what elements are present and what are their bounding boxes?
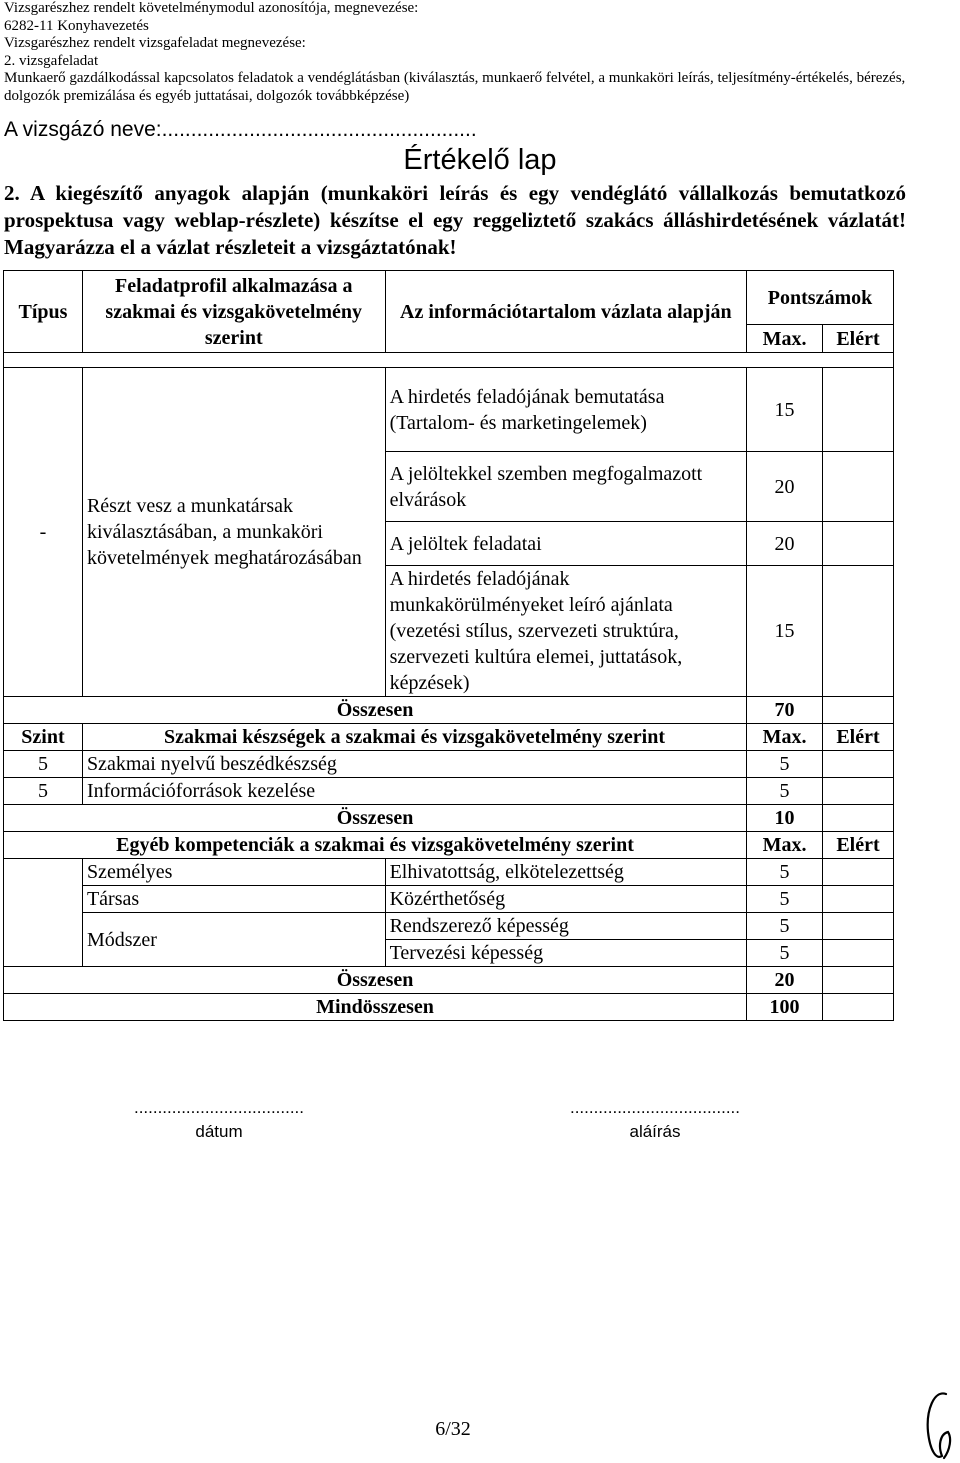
subtotal-got-1 <box>823 697 894 724</box>
grand-total-got <box>823 994 894 1021</box>
max-row-2: 20 <box>747 452 823 522</box>
subtotal-value-1: 70 <box>747 697 823 724</box>
skills-header-got: Elért <box>823 724 894 751</box>
header-max: Max. <box>747 325 823 353</box>
other-category-1: Személyes <box>82 859 385 886</box>
type-value: - <box>4 368 83 697</box>
other-got-2 <box>823 886 894 913</box>
task-text-2: Magyarázza el a vázlat részleteit a vizsgáztatónak! <box>4 235 457 259</box>
got-row-4 <box>823 566 894 697</box>
handwritten-mark-icon <box>920 1388 956 1463</box>
header-line: dolgozók premizálása és egyéb juttatásai, dolgozók továbbképzése) <box>4 87 410 104</box>
header-type: Típus <box>4 271 83 353</box>
got-row-1 <box>823 368 894 452</box>
skill-got-2 <box>823 778 894 805</box>
other-max-1: 5 <box>747 859 823 886</box>
skill-level-1: 5 <box>4 751 83 778</box>
examinee-name-label: A vizsgázó neve:...................................................... <box>4 118 477 141</box>
header-line: 2. vizsgafeladat <box>4 52 99 69</box>
content-row-4: A hirdetés feladójának munkakörülményeket leíró ajánlata (vezetési stílus, szervezeti struktúra, szervezeti kultúra elemei, juttatások, képzések) <box>385 566 747 697</box>
skill-got-1 <box>823 751 894 778</box>
got-row-2 <box>823 452 894 522</box>
page-title: Értékelő lap <box>403 144 557 176</box>
other-name-1: Elhivatottság, elkötelezettség <box>385 859 747 886</box>
other-header-got: Elért <box>823 832 894 859</box>
header-profile: Feladatprofil alkalmazása a szakmai és vizsgakövetelmény szerint <box>82 271 385 353</box>
other-got-4 <box>823 940 894 967</box>
skill-name-1: Szakmai nyelvű beszédkészség <box>82 751 746 778</box>
evaluation-table <box>3 270 894 1021</box>
other-got-3 <box>823 913 894 940</box>
task-description <box>4 180 906 261</box>
subtotal-label-3: Összesen <box>4 967 747 994</box>
page-number: 6/32 <box>435 1418 471 1440</box>
date-dots: .................................... <box>133 1098 305 1117</box>
header-content: Az információtartalom vázlata alapján <box>385 271 747 353</box>
other-header-max: Max. <box>747 832 823 859</box>
subtotal-got-3 <box>823 967 894 994</box>
content-row-2: A jelöltekkel szemben megfogalmazott elvárások <box>385 452 747 522</box>
sign-dots: .................................... <box>569 1098 741 1117</box>
header-line: Vizsgarészhez rendelt követelménymodul azonosítója, megnevezése: <box>4 0 419 16</box>
other-max-4: 5 <box>747 940 823 967</box>
max-row-1: 15 <box>747 368 823 452</box>
sign-signature-block <box>520 1096 790 1144</box>
other-name-4: Tervezési képesség <box>385 940 747 967</box>
got-row-3 <box>823 522 894 566</box>
header-line: 6282-11 Konyhavezetés <box>4 17 149 34</box>
max-row-3: 20 <box>747 522 823 566</box>
subtotal-value-2: 10 <box>747 805 823 832</box>
other-got-1 <box>823 859 894 886</box>
date-label: dátum <box>195 1122 243 1141</box>
grand-total-value: 100 <box>747 994 823 1021</box>
date-signature-block <box>84 1096 354 1144</box>
other-max-3: 5 <box>747 913 823 940</box>
subtotal-label-2: Összesen <box>4 805 747 832</box>
content-row-1: A hirdetés feladójának bemutatása (Tartalom- és marketingelemek) <box>385 368 747 452</box>
other-max-2: 5 <box>747 886 823 913</box>
skills-header-max: Max. <box>747 724 823 751</box>
other-name-3: Rendszerező képesség <box>385 913 747 940</box>
other-category-3: Módszer <box>82 913 385 967</box>
max-row-4: 15 <box>747 566 823 697</box>
skill-name-2: Információforrások kezelése <box>82 778 746 805</box>
skill-max-1: 5 <box>747 751 823 778</box>
skills-header-level: Szint <box>4 724 83 751</box>
header-line: Vizsgarészhez rendelt vizsgafeladat megnevezése: <box>4 35 306 51</box>
header-line: Munkaerő gazdálkodással kapcsolatos feladatok a vendéglátásban (kiválasztás, munkaerő felvétel, a munkaköri leírás, teljesítmény-értékelés, bérezés, <box>4 70 906 86</box>
subtotal-label-1: Összesen <box>4 697 747 724</box>
grand-total-label: Mindösszesen <box>4 994 747 1021</box>
other-name-2: Közérthetőség <box>385 886 747 913</box>
profile-value: Részt vesz a munkatársak kiválasztásában, a munkaköri követelmények meghatározásában <box>82 368 385 697</box>
subtotal-value-3: 20 <box>747 967 823 994</box>
header-got: Elért <box>823 325 894 353</box>
task-text: 2. A kiegészítő anyagok alapján (munkaköri leírás és egy vendéglátó vállalkozás bemutatkozó prospektusa vagy weblap-részlete) készítse el egy reggeliztető szakács álláshirdetésének vázlatát! <box>4 181 906 232</box>
subtotal-got-2 <box>823 805 894 832</box>
header-points: Pontszámok <box>747 271 894 325</box>
skill-level-2: 5 <box>4 778 83 805</box>
content-row-3: A jelöltek feladatai <box>385 522 747 566</box>
skill-max-2: 5 <box>747 778 823 805</box>
other-category-2: Társas <box>82 886 385 913</box>
other-header-title: Egyéb kompetenciák a szakmai és vizsgakövetelmény szerint <box>4 832 747 859</box>
skills-header-title: Szakmai készségek a szakmai és vizsgakövetelmény szerint <box>82 724 746 751</box>
sign-label: aláírás <box>629 1122 681 1141</box>
document-header <box>4 0 956 105</box>
